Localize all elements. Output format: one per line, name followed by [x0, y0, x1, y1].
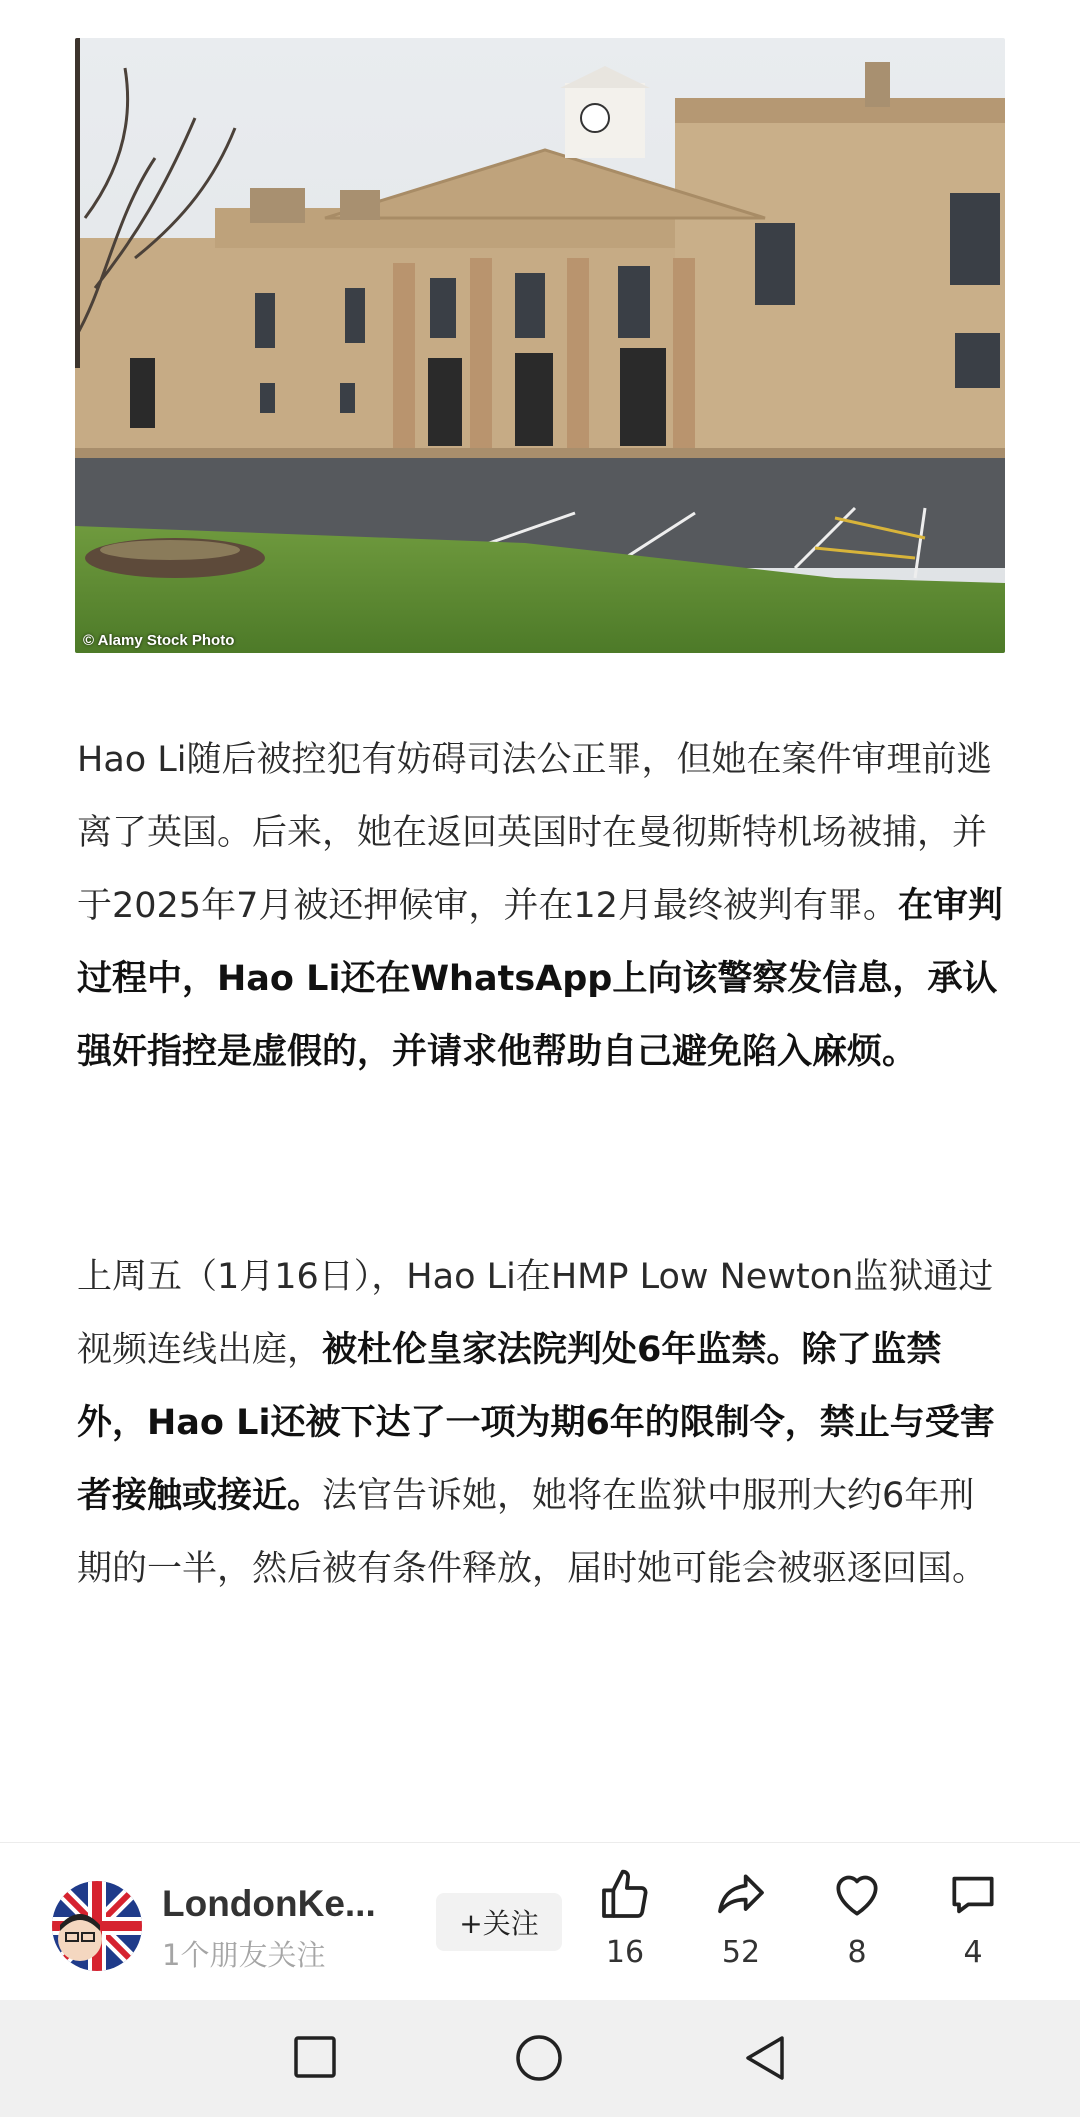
like-button[interactable]: [580, 1867, 670, 1970]
like-count: 16: [605, 1935, 645, 1970]
back-button[interactable]: [742, 2034, 788, 2086]
author-followers: 1个朋友关注: [162, 1938, 326, 1972]
author-avatar[interactable]: [52, 1881, 142, 1971]
post-action-bar: [0, 1842, 1080, 2001]
share-icon: [713, 1867, 769, 1923]
recent-apps-button[interactable]: [292, 2034, 338, 2084]
paragraph-1-text: Hao Li随后被控犯有妨碍司法公正罪，但她在案件审理前逃离了英国。后来，她在返回英国时在曼彻斯特机场被捕，并于2025年7月被还押候审，并在12月最终被判有罪。: [77, 740, 992, 926]
home-icon: [515, 2034, 563, 2082]
comment-icon: [945, 1867, 1001, 1923]
share-count: 52: [721, 1935, 761, 1970]
heart-icon: [829, 1867, 885, 1923]
share-button[interactable]: [696, 1867, 786, 1970]
photo-credit: © Alamy Stock Photo: [83, 632, 235, 649]
author-name[interactable]: LondonKe...: [162, 1883, 376, 1924]
article-photo: [75, 38, 1005, 653]
comment-button[interactable]: [928, 1867, 1018, 1970]
paragraph-2-bold-text: 被杜伦皇家法院判处6年监禁。除了监禁外，Hao Li还被下达了一项为期6年的限制令，禁止与受害者接触或接近。: [77, 1330, 995, 1516]
article-paragraph-2: [77, 1241, 1007, 1606]
favorite-count: 8: [847, 1935, 867, 1970]
paragraph-1-bold-text: 在审判过程中，Hao Li还在WhatsApp上向该警察发信息，承认强奸指控是虚假的，并请求他帮助自己避免陷入麻烦。: [77, 886, 1003, 1072]
follow-button[interactable]: +关注: [436, 1893, 562, 1951]
back-icon: [742, 2034, 788, 2082]
home-button[interactable]: [515, 2034, 563, 2086]
paragraph-2-text-end: 法官告诉她，她将在监狱中服刑大约6年刑期的一半，然后被有条件释放，届时她可能会被驱逐回国。: [77, 1476, 988, 1589]
comment-count: 4: [963, 1935, 983, 1970]
paragraph-2-text-start: 上周五（1月16日），Hao Li在HMP Low Newton监狱通过视频连线出庭，: [77, 1257, 994, 1370]
article-paragraph-1: [77, 724, 1007, 1089]
system-navigation-bar: [0, 2000, 1080, 2117]
recent-apps-icon: [292, 2034, 338, 2080]
thumbs-up-icon: [597, 1867, 653, 1923]
favorite-button[interactable]: [812, 1867, 902, 1970]
